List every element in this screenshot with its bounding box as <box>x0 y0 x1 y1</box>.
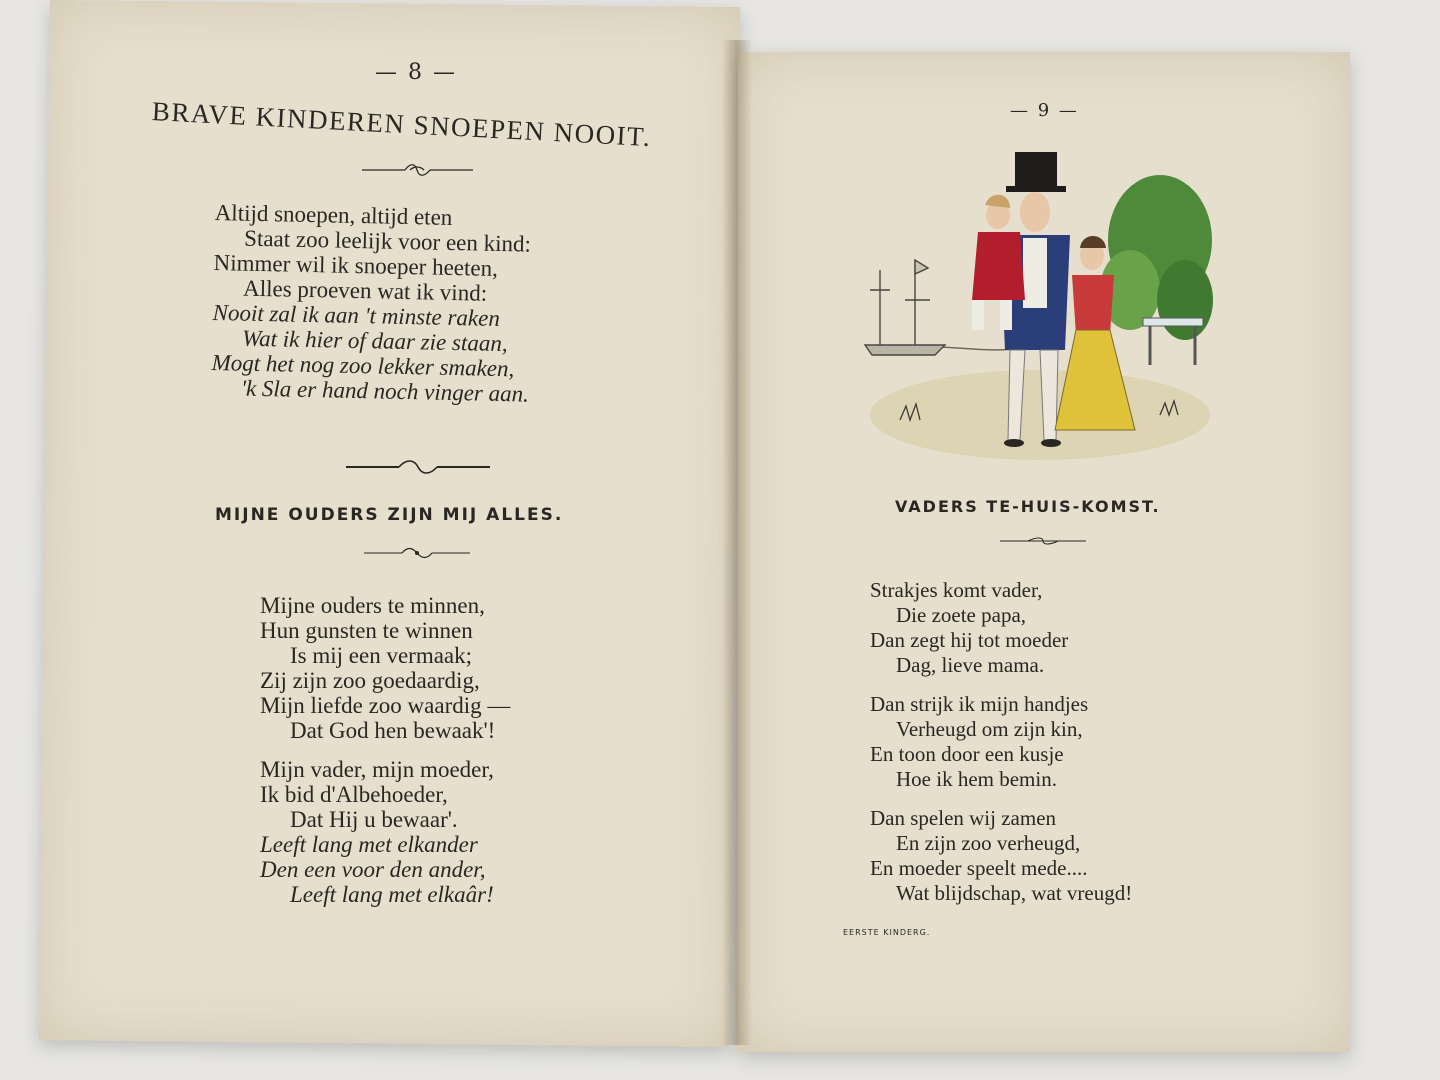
poem-line: Mijn liefde zoo waardig — <box>260 693 511 718</box>
book-gutter <box>722 40 752 1045</box>
poem-line: Zij zijn zoo goedaardig, <box>260 668 480 693</box>
poem-line: Ik bid d'Albehoeder, <box>260 782 448 807</box>
right-page-number: — 9 — <box>1010 100 1079 121</box>
poem-line <box>260 743 510 757</box>
tree-icon <box>1100 175 1213 365</box>
poem-line: Den een voor den ander, <box>260 857 486 882</box>
poem-line: Dan zegt hij tot moeder <box>870 628 1069 652</box>
poem-line: Dan spelen wij zamen <box>870 806 1057 830</box>
right-poem <box>870 578 1132 906</box>
poem-line <box>870 678 1132 692</box>
poem-line: 'k Sla er hand noch vinger aan. <box>240 375 530 407</box>
illustration-family <box>860 150 1220 465</box>
poem-line: Dan strijk ik mijn handjes <box>870 692 1089 716</box>
ornament-divider-3 <box>362 545 472 561</box>
ornament-divider-1 <box>360 160 475 180</box>
poem-line: Strakjes komt vader, <box>870 578 1043 602</box>
left-title: BRAVE KINDEREN SNOEPEN NOOIT. <box>151 96 653 153</box>
poem-line: Mogt het nog zoo lekker smaken, <box>211 349 515 382</box>
poem-line: Nimmer wil ik snoeper heeten, <box>213 249 499 281</box>
left-poem-1 <box>211 200 533 407</box>
poem-line: Dat God hen bewaak'! <box>290 718 496 743</box>
poem-line: Leeft lang met elkaâr! <box>290 882 494 907</box>
left-subtitle: MIJNE OUDERS ZIJN MIJ ALLES. <box>215 505 564 525</box>
left-poem-2 <box>260 593 510 907</box>
right-subtitle: VADERS TE-HUIS-KOMST. <box>895 497 1161 516</box>
poem-line: Staat zoo leelijk voor een kind: <box>243 225 532 257</box>
poem-line: Wat ik hier of daar zie staan, <box>241 325 508 357</box>
poem-line: Is mij een vermaak; <box>290 643 473 668</box>
ship-icon <box>865 260 945 355</box>
poem-line: Hoe ik hem bemin. <box>896 767 1057 791</box>
poem-line: Dag, lieve mama. <box>896 653 1045 677</box>
poem-line: Mijn vader, mijn moeder, <box>260 757 494 782</box>
poem-line: Die zoete papa, <box>896 603 1027 627</box>
poem-line: Alles proeven wat ik vind: <box>242 275 488 306</box>
poem-line: En toon door een kusje <box>870 742 1064 766</box>
poem-line: Wat blijdschap, wat vreugd! <box>896 881 1133 905</box>
poem-line: Leeft lang met elkander <box>260 832 478 857</box>
poem-line: Mijne ouders te minnen, <box>260 593 485 618</box>
poem-line: En moeder speelt mede.... <box>870 856 1088 880</box>
poem-line: Nooit zal ik aan 't minste raken <box>212 299 501 331</box>
poem-line: Altijd snoepen, altijd eten <box>214 200 453 230</box>
signature-mark: EERSTE KINDERG. <box>843 928 931 937</box>
poem-line <box>870 792 1132 806</box>
poem-line: Hun gunsten te winnen <box>260 618 473 643</box>
ornament-divider-2 <box>344 458 492 476</box>
ornament-divider-4 <box>998 536 1088 546</box>
poem-line: Dat Hij u bewaar'. <box>290 807 458 832</box>
left-page-number: — 8 — <box>375 60 457 85</box>
poem-line: En zijn zoo verheugd, <box>896 831 1081 855</box>
poem-line: Verheugd om zijn kin, <box>896 717 1083 741</box>
